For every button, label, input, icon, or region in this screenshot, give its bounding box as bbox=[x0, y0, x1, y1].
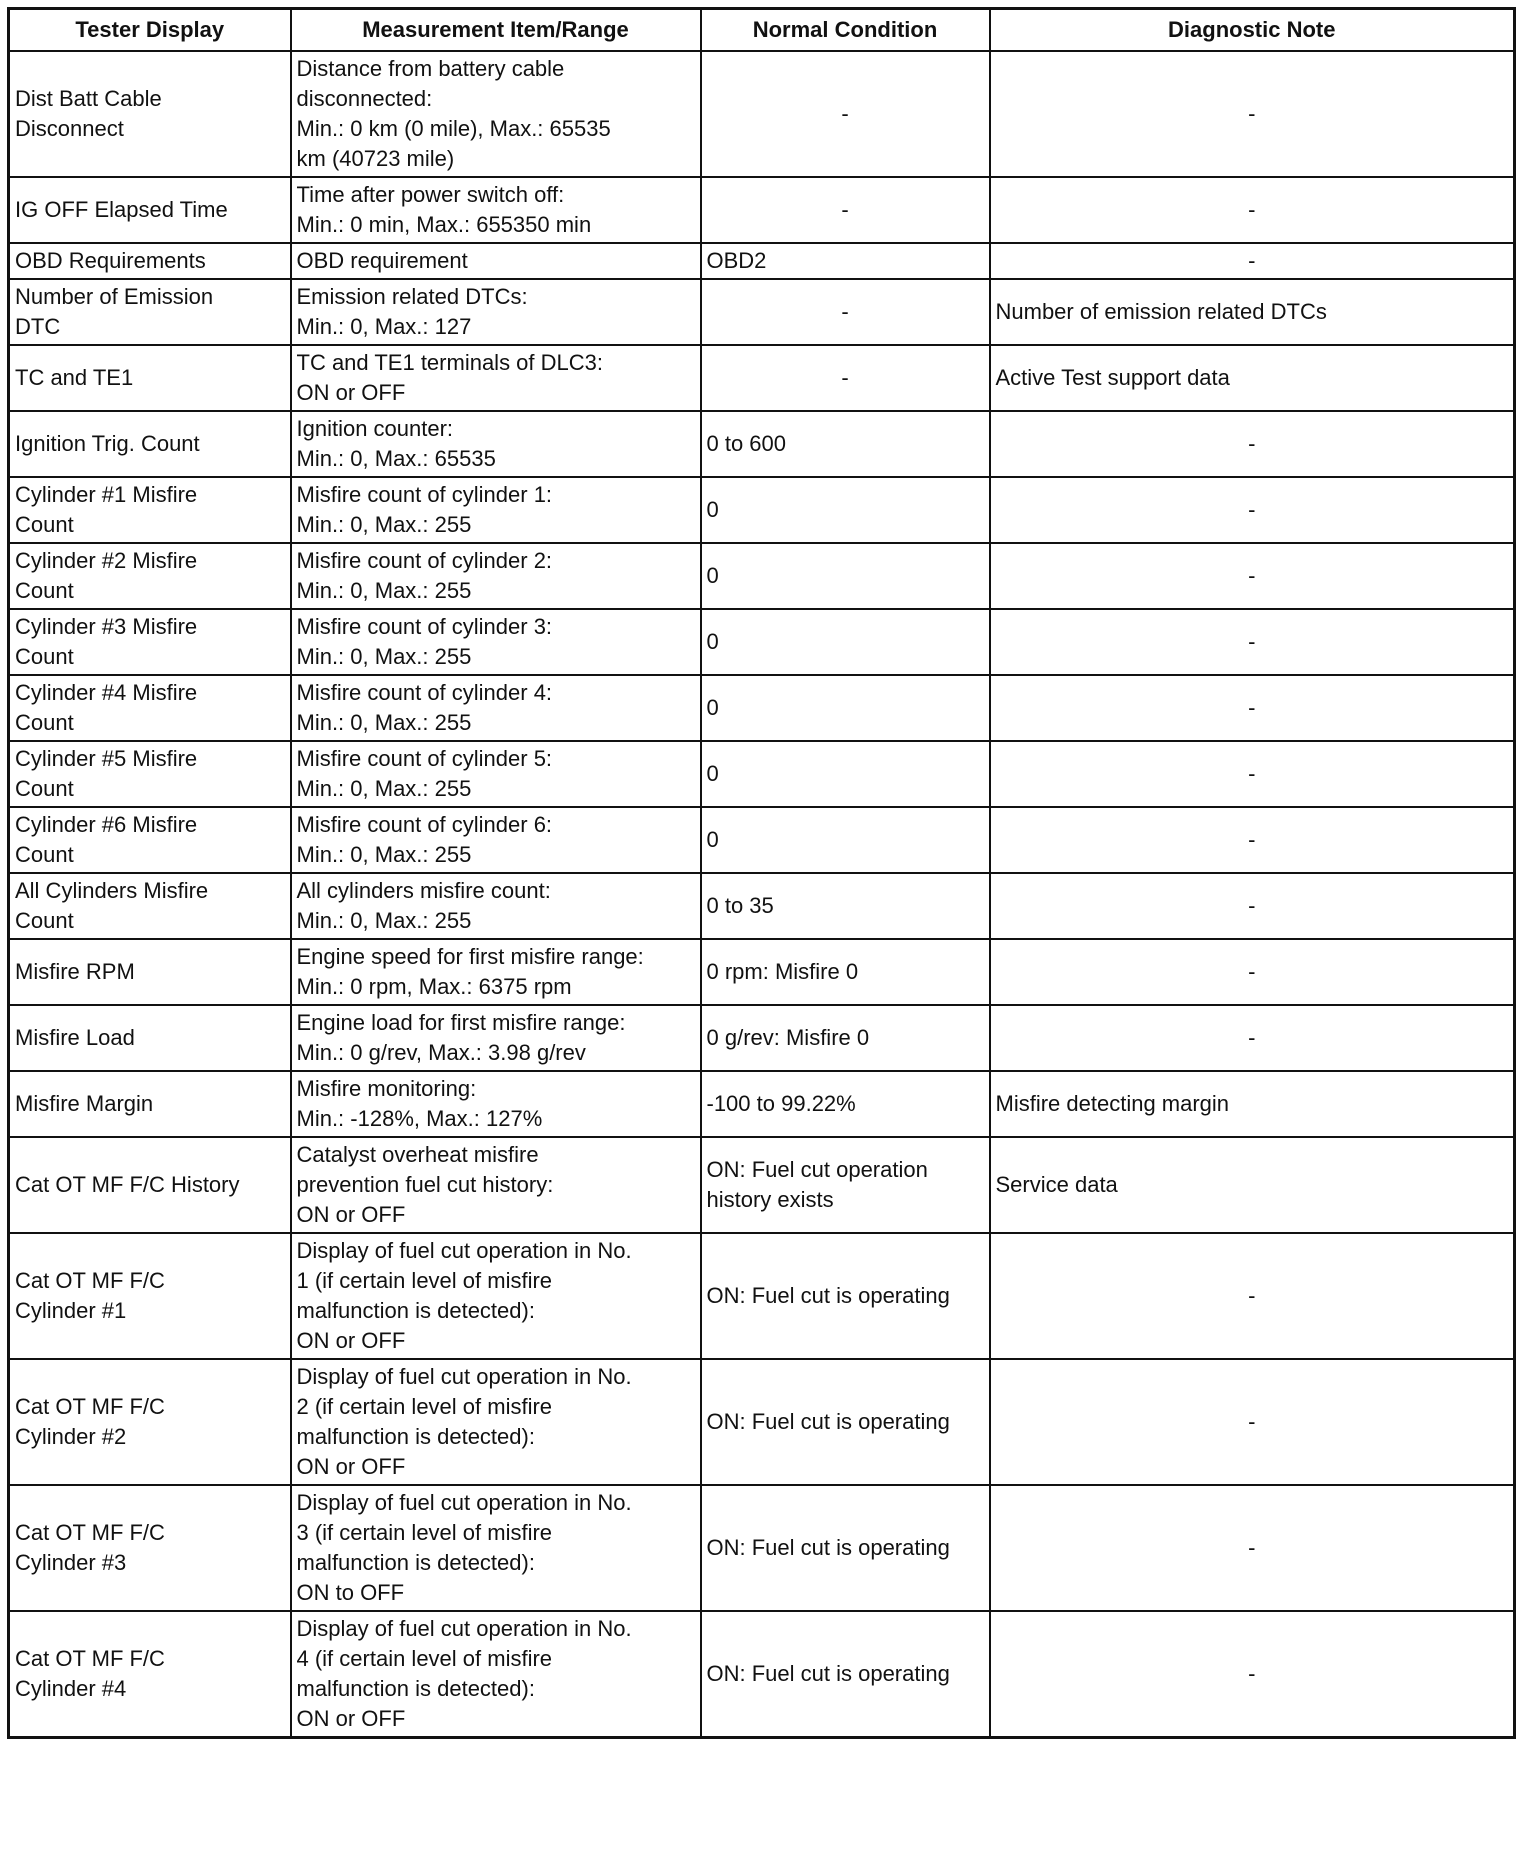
cell-normal-condition: 0 bbox=[701, 609, 990, 675]
cell-normal-condition: 0 bbox=[701, 741, 990, 807]
table-row bbox=[9, 1485, 1515, 1611]
cell-diagnostic-note: - bbox=[990, 51, 1515, 177]
cell-normal-condition: ON: Fuel cut is operating bbox=[701, 1233, 990, 1359]
cell-diagnostic-note: - bbox=[990, 1485, 1515, 1611]
cell-diagnostic-note: - bbox=[990, 1611, 1515, 1738]
cell-measurement-item: Misfire count of cylinder 1: Min.: 0, Max.: 255 bbox=[291, 477, 701, 543]
cell-diagnostic-note: - bbox=[990, 675, 1515, 741]
cell-tester-display: Cat OT MF F/C Cylinder #2 bbox=[9, 1359, 291, 1485]
cell-measurement-item: TC and TE1 terminals of DLC3: ON or OFF bbox=[291, 345, 701, 411]
table-row bbox=[9, 477, 1515, 543]
cell-normal-condition: 0 to 600 bbox=[701, 411, 990, 477]
cell-measurement-item: Display of fuel cut operation in No. 2 (if certain level of misfire malfunction is detected): ON or OFF bbox=[291, 1359, 701, 1485]
cell-tester-display: Misfire Load bbox=[9, 1005, 291, 1071]
cell-normal-condition: 0 rpm: Misfire 0 bbox=[701, 939, 990, 1005]
header-diagnostic-note: Diagnostic Note bbox=[990, 9, 1515, 52]
table-row bbox=[9, 939, 1515, 1005]
table-row bbox=[9, 51, 1515, 177]
cell-diagnostic-note: Service data bbox=[990, 1137, 1515, 1233]
table-row bbox=[9, 1359, 1515, 1485]
cell-diagnostic-note: - bbox=[990, 1233, 1515, 1359]
table-row bbox=[9, 1611, 1515, 1738]
cell-measurement-item: Display of fuel cut operation in No. 4 (if certain level of misfire malfunction is detected): ON or OFF bbox=[291, 1611, 701, 1738]
cell-tester-display: Cylinder #1 Misfire Count bbox=[9, 477, 291, 543]
cell-tester-display: OBD Requirements bbox=[9, 243, 291, 279]
cell-normal-condition: 0 g/rev: Misfire 0 bbox=[701, 1005, 990, 1071]
cell-tester-display: Ignition Trig. Count bbox=[9, 411, 291, 477]
cell-diagnostic-note: Misfire detecting margin bbox=[990, 1071, 1515, 1137]
cell-normal-condition: 0 bbox=[701, 477, 990, 543]
cell-normal-condition: ON: Fuel cut is operating bbox=[701, 1485, 990, 1611]
cell-diagnostic-note: - bbox=[990, 477, 1515, 543]
table-row bbox=[9, 1137, 1515, 1233]
cell-measurement-item: Misfire count of cylinder 6: Min.: 0, Max.: 255 bbox=[291, 807, 701, 873]
cell-tester-display: TC and TE1 bbox=[9, 345, 291, 411]
table-row bbox=[9, 345, 1515, 411]
cell-tester-display: Cylinder #4 Misfire Count bbox=[9, 675, 291, 741]
header-row bbox=[9, 9, 1515, 52]
header-tester-display: Tester Display bbox=[9, 9, 291, 52]
cell-measurement-item: Misfire count of cylinder 3: Min.: 0, Max.: 255 bbox=[291, 609, 701, 675]
cell-normal-condition: OBD2 bbox=[701, 243, 990, 279]
cell-diagnostic-note: - bbox=[990, 609, 1515, 675]
cell-normal-condition: - bbox=[701, 345, 990, 411]
cell-measurement-item: Distance from battery cable disconnected: Min.: 0 km (0 mile), Max.: 65535 km (40723 mile) bbox=[291, 51, 701, 177]
cell-measurement-item: Engine load for first misfire range: Min.: 0 g/rev, Max.: 3.98 g/rev bbox=[291, 1005, 701, 1071]
table-row bbox=[9, 741, 1515, 807]
data-list-table bbox=[7, 7, 1516, 1739]
cell-normal-condition: 0 bbox=[701, 543, 990, 609]
cell-diagnostic-note: - bbox=[990, 939, 1515, 1005]
cell-measurement-item: Misfire count of cylinder 5: Min.: 0, Max.: 255 bbox=[291, 741, 701, 807]
cell-measurement-item: All cylinders misfire count: Min.: 0, Max.: 255 bbox=[291, 873, 701, 939]
cell-diagnostic-note: - bbox=[990, 243, 1515, 279]
table-row bbox=[9, 543, 1515, 609]
table-row bbox=[9, 1005, 1515, 1071]
cell-diagnostic-note: - bbox=[990, 1359, 1515, 1485]
cell-normal-condition: ON: Fuel cut operation history exists bbox=[701, 1137, 990, 1233]
cell-tester-display: Misfire Margin bbox=[9, 1071, 291, 1137]
cell-normal-condition: 0 bbox=[701, 807, 990, 873]
cell-normal-condition: -100 to 99.22% bbox=[701, 1071, 990, 1137]
cell-tester-display: Cat OT MF F/C Cylinder #1 bbox=[9, 1233, 291, 1359]
table-row bbox=[9, 873, 1515, 939]
cell-normal-condition: ON: Fuel cut is operating bbox=[701, 1359, 990, 1485]
cell-diagnostic-note: - bbox=[990, 873, 1515, 939]
cell-measurement-item: Time after power switch off: Min.: 0 min, Max.: 655350 min bbox=[291, 177, 701, 243]
cell-tester-display: Cylinder #6 Misfire Count bbox=[9, 807, 291, 873]
cell-tester-display: Cat OT MF F/C History bbox=[9, 1137, 291, 1233]
header-measurement-item: Measurement Item/Range bbox=[291, 9, 701, 52]
cell-measurement-item: Ignition counter: Min.: 0, Max.: 65535 bbox=[291, 411, 701, 477]
cell-diagnostic-note: - bbox=[990, 177, 1515, 243]
table-row bbox=[9, 675, 1515, 741]
cell-diagnostic-note: Number of emission related DTCs bbox=[990, 279, 1515, 345]
table-row bbox=[9, 807, 1515, 873]
table-row bbox=[9, 1233, 1515, 1359]
cell-normal-condition: - bbox=[701, 51, 990, 177]
cell-tester-display: Cylinder #2 Misfire Count bbox=[9, 543, 291, 609]
cell-diagnostic-note: - bbox=[990, 543, 1515, 609]
cell-measurement-item: Catalyst overheat misfire prevention fuel cut history: ON or OFF bbox=[291, 1137, 701, 1233]
cell-normal-condition: ON: Fuel cut is operating bbox=[701, 1611, 990, 1738]
table-row bbox=[9, 177, 1515, 243]
cell-measurement-item: Display of fuel cut operation in No. 1 (if certain level of misfire malfunction is detected): ON or OFF bbox=[291, 1233, 701, 1359]
cell-normal-condition: - bbox=[701, 177, 990, 243]
cell-diagnostic-note: - bbox=[990, 411, 1515, 477]
cell-diagnostic-note: - bbox=[990, 741, 1515, 807]
cell-tester-display: Cat OT MF F/C Cylinder #4 bbox=[9, 1611, 291, 1738]
cell-normal-condition: - bbox=[701, 279, 990, 345]
cell-tester-display: Cylinder #5 Misfire Count bbox=[9, 741, 291, 807]
table-row bbox=[9, 243, 1515, 279]
cell-measurement-item: Misfire count of cylinder 2: Min.: 0, Max.: 255 bbox=[291, 543, 701, 609]
cell-measurement-item: Misfire count of cylinder 4: Min.: 0, Max.: 255 bbox=[291, 675, 701, 741]
cell-tester-display: All Cylinders Misfire Count bbox=[9, 873, 291, 939]
cell-tester-display: Misfire RPM bbox=[9, 939, 291, 1005]
cell-measurement-item: OBD requirement bbox=[291, 243, 701, 279]
cell-tester-display: Cat OT MF F/C Cylinder #3 bbox=[9, 1485, 291, 1611]
cell-measurement-item: Misfire monitoring: Min.: -128%, Max.: 127% bbox=[291, 1071, 701, 1137]
cell-normal-condition: 0 to 35 bbox=[701, 873, 990, 939]
table-row bbox=[9, 609, 1515, 675]
cell-measurement-item: Emission related DTCs: Min.: 0, Max.: 127 bbox=[291, 279, 701, 345]
header-normal-condition: Normal Condition bbox=[701, 9, 990, 52]
table-row bbox=[9, 1071, 1515, 1137]
cell-measurement-item: Engine speed for first misfire range: Min.: 0 rpm, Max.: 6375 rpm bbox=[291, 939, 701, 1005]
cell-diagnostic-note: - bbox=[990, 1005, 1515, 1071]
cell-diagnostic-note: Active Test support data bbox=[990, 345, 1515, 411]
cell-normal-condition: 0 bbox=[701, 675, 990, 741]
table-row bbox=[9, 279, 1515, 345]
cell-tester-display: IG OFF Elapsed Time bbox=[9, 177, 291, 243]
cell-diagnostic-note: - bbox=[990, 807, 1515, 873]
cell-tester-display: Cylinder #3 Misfire Count bbox=[9, 609, 291, 675]
cell-tester-display: Dist Batt Cable Disconnect bbox=[9, 51, 291, 177]
cell-measurement-item: Display of fuel cut operation in No. 3 (if certain level of misfire malfunction is detected): ON to OFF bbox=[291, 1485, 701, 1611]
cell-tester-display: Number of Emission DTC bbox=[9, 279, 291, 345]
table-row bbox=[9, 411, 1515, 477]
